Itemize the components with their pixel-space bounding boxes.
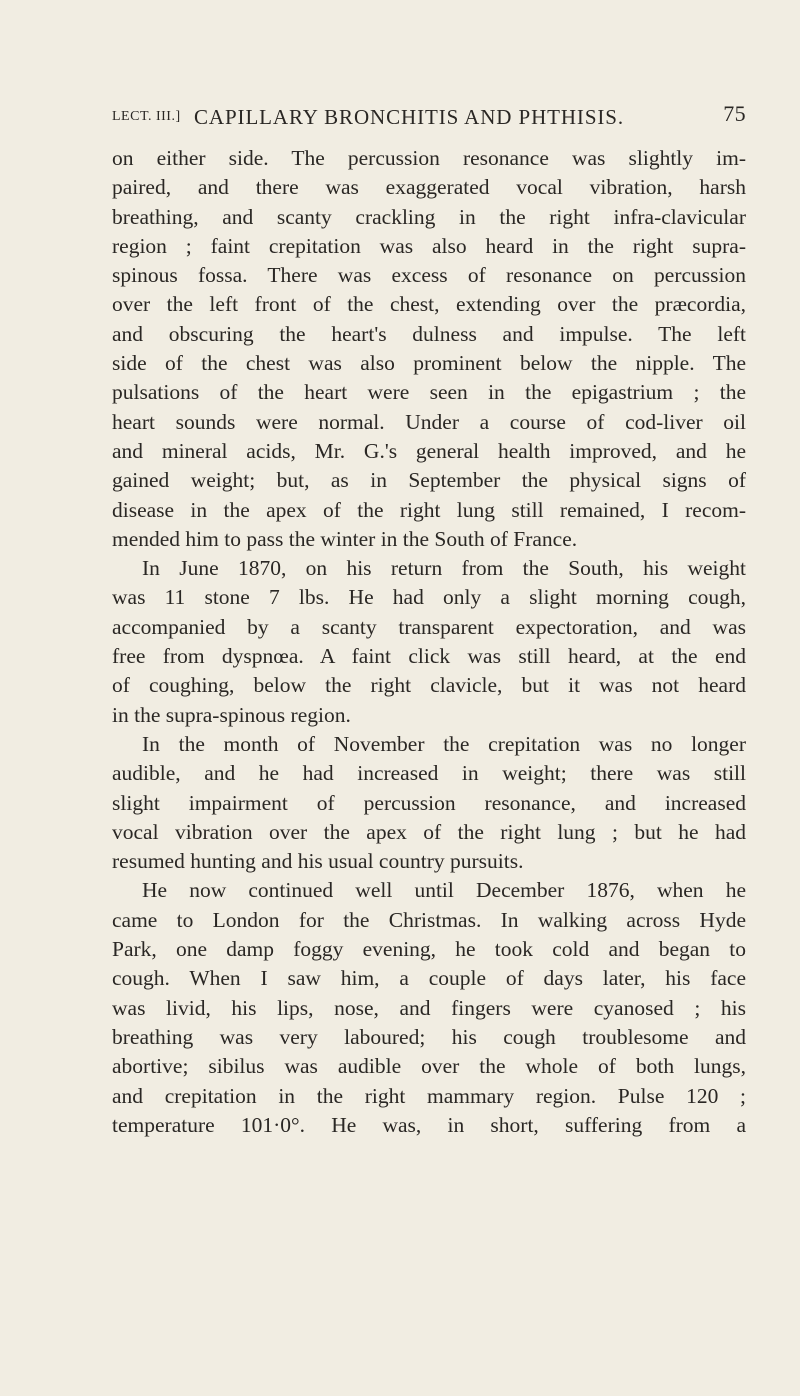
- text-line: breathing was very laboured; his cough troublesome and: [112, 1024, 746, 1049]
- lecture-reference: LECT. III.]: [112, 109, 181, 124]
- text-line: disease in the apex of the right lung still remained, I recom-: [112, 497, 746, 522]
- text-line: slight impairment of percussion resonance, and increased: [112, 790, 746, 815]
- paragraph-first-line: He now continued well until December 1876, when he: [142, 878, 746, 903]
- text-line: and obscuring the heart's dulness and impulse. The left: [112, 321, 746, 346]
- text-line: heart sounds were normal. Under a course of cod-liver oil: [112, 409, 746, 434]
- body-text: [112, 144, 746, 1140]
- text-line: pulsations of the heart were seen in the epigastrium ; the: [112, 380, 746, 405]
- text-line: in the supra-spinous region.: [112, 702, 351, 727]
- text-line: side of the chest was also prominent below the nipple. The: [112, 351, 746, 376]
- text-line: came to London for the Christmas. In walking across Hyde: [112, 907, 746, 932]
- text-line: mended him to pass the winter in the South of France.: [112, 526, 578, 551]
- text-line: of coughing, below the right clavicle, but it was not heard: [112, 673, 746, 698]
- running-title: CAPILLARY BRONCHITIS AND PHTHISIS.: [194, 105, 625, 129]
- text-line: accompanied by a scanty transparent expectoration, and was: [112, 614, 746, 639]
- text-line: paired, and there was exaggerated vocal vibration, harsh: [112, 175, 746, 200]
- text-line: abortive; sibilus was audible over the whole of both lungs,: [112, 1054, 746, 1079]
- text-line: spinous fossa. There was excess of resonance on percussion: [112, 263, 746, 288]
- text-line: over the left front of the chest, extending over the præcordia,: [112, 292, 746, 317]
- text-line: and crepitation in the right mammary region. Pulse 120 ;: [112, 1083, 746, 1108]
- text-line: temperature 101·0°. He was, in short, suffering from a: [112, 1112, 746, 1137]
- text-line: free from dyspnœa. A faint click was still heard, at the end: [112, 644, 746, 669]
- text-line: gained weight; but, as in September the physical signs of: [112, 468, 746, 493]
- text-line: was livid, his lips, nose, and fingers were cyanosed ; his: [112, 995, 746, 1020]
- text-line: vocal vibration over the apex of the right lung ; but he had: [112, 819, 746, 844]
- text-line: breathing, and scanty crackling in the right infra-clavicular: [112, 204, 746, 229]
- paragraph-first-line: In the month of November the crepitation was no longer: [142, 731, 746, 756]
- running-head: [112, 101, 746, 135]
- text-line: audible, and he had increased in weight; there was still: [112, 761, 746, 786]
- text-line: on either side. The percussion resonance was slightly im-: [112, 146, 746, 170]
- text-line: cough. When I saw him, a couple of days later, his face: [112, 966, 746, 991]
- paragraph-first-line: In June 1870, on his return from the South, his weight: [142, 556, 746, 581]
- text-line: and mineral acids, Mr. G.'s general health improved, and he: [112, 438, 746, 463]
- text-line: was 11 stone 7 lbs. He had only a slight morning cough,: [112, 585, 746, 610]
- text-line: Park, one damp foggy evening, he took cold and began to: [112, 937, 746, 962]
- text-line: region ; faint crepitation was also heard in the right supra-: [112, 233, 746, 258]
- page-number: 75: [723, 101, 746, 126]
- text-line: resumed hunting and his usual country pursuits.: [112, 849, 524, 874]
